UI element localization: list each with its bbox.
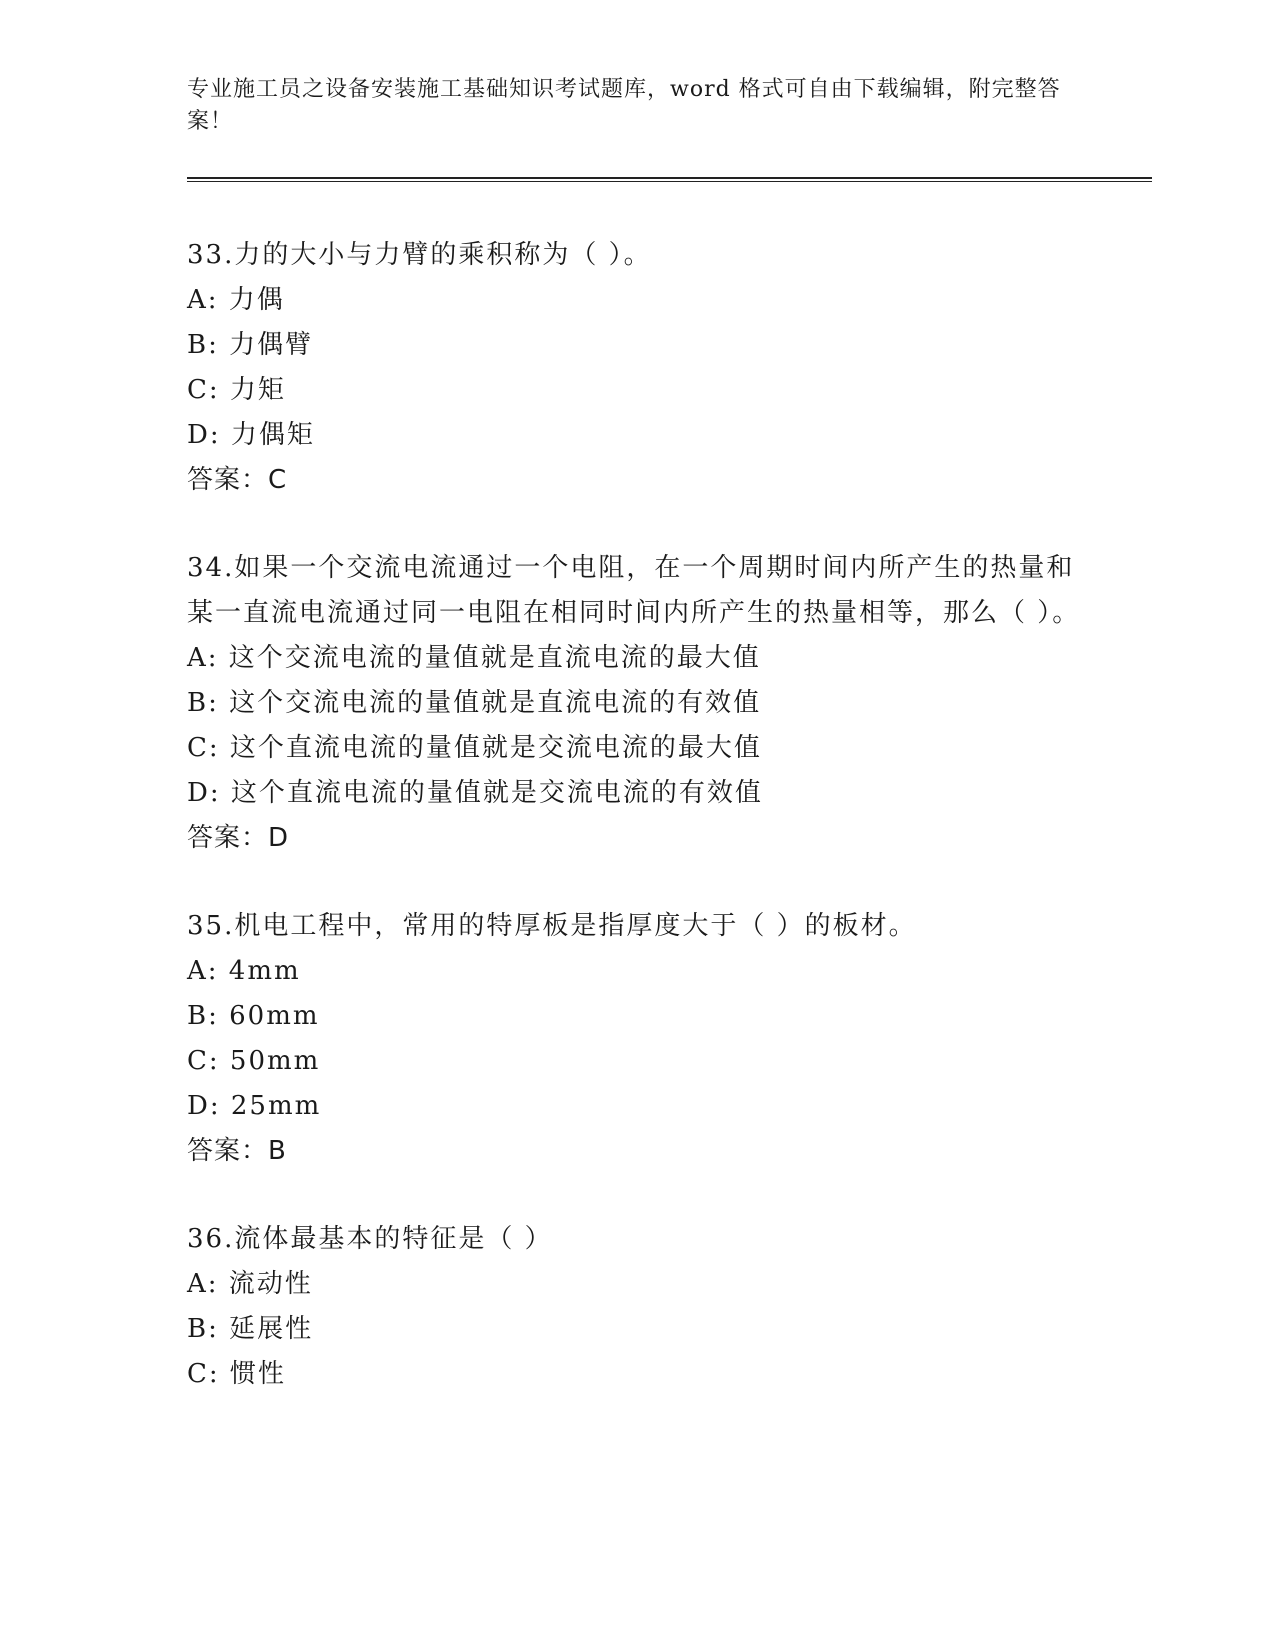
question-35 — [187, 904, 1087, 1174]
header-divider-thick — [187, 177, 1152, 179]
option-d: D: 25mm — [187, 1091, 322, 1121]
header-divider-thin — [187, 181, 1152, 182]
question-stem: 36.流体最基本的特征是（ ） — [187, 1224, 553, 1254]
option-c: C: 50mm — [187, 1046, 321, 1076]
answer-line: 答案：C — [187, 465, 288, 495]
question-stem: 35.机电工程中，常用的特厚板是指厚度大于（ ）的板材。 — [187, 911, 917, 941]
option-a: A: 流动性 — [187, 1269, 313, 1299]
answer-line: 答案：B — [187, 1136, 287, 1166]
option-list — [187, 636, 1087, 816]
question-33 — [187, 233, 1087, 503]
option-b: B: 60mm — [187, 1001, 320, 1031]
option-c: C: 这个直流电流的量值就是交流电流的最大值 — [187, 733, 762, 763]
option-a: A: 4mm — [187, 956, 301, 986]
option-list — [187, 278, 1087, 458]
option-a: A: 力偶 — [187, 285, 285, 315]
option-c: C: 力矩 — [187, 375, 286, 405]
option-a: A: 这个交流电流的量值就是直流电流的最大值 — [187, 643, 761, 673]
question-36 — [187, 1217, 1087, 1397]
option-d: D: 这个直流电流的量值就是交流电流的有效值 — [187, 778, 763, 808]
option-b: B: 这个交流电流的量值就是直流电流的有效值 — [187, 688, 762, 718]
option-b: B: 延展性 — [187, 1314, 314, 1344]
option-c: C: 惯性 — [187, 1359, 286, 1389]
question-stem: 34.如果一个交流电流通过一个电阻，在一个周期时间内所产生的热量和某一直流电流通过同一电阻在相同时间内所产生的热量相等，那么（ ）。 — [187, 553, 1081, 628]
option-b: B: 力偶臂 — [187, 330, 314, 360]
option-list — [187, 1262, 1087, 1397]
question-stem: 33.力的大小与力臂的乘积称为（ ）。 — [187, 240, 652, 270]
answer-line: 答案：D — [187, 823, 290, 853]
question-34 — [187, 546, 1087, 861]
question-list — [187, 233, 1087, 1440]
option-list — [187, 949, 1087, 1129]
option-d: D: 力偶矩 — [187, 420, 315, 450]
document-header: 专业施工员之设备安装施工基础知识考试题库，word 格式可自由下载编辑，附完整答案！ — [187, 77, 1061, 134]
